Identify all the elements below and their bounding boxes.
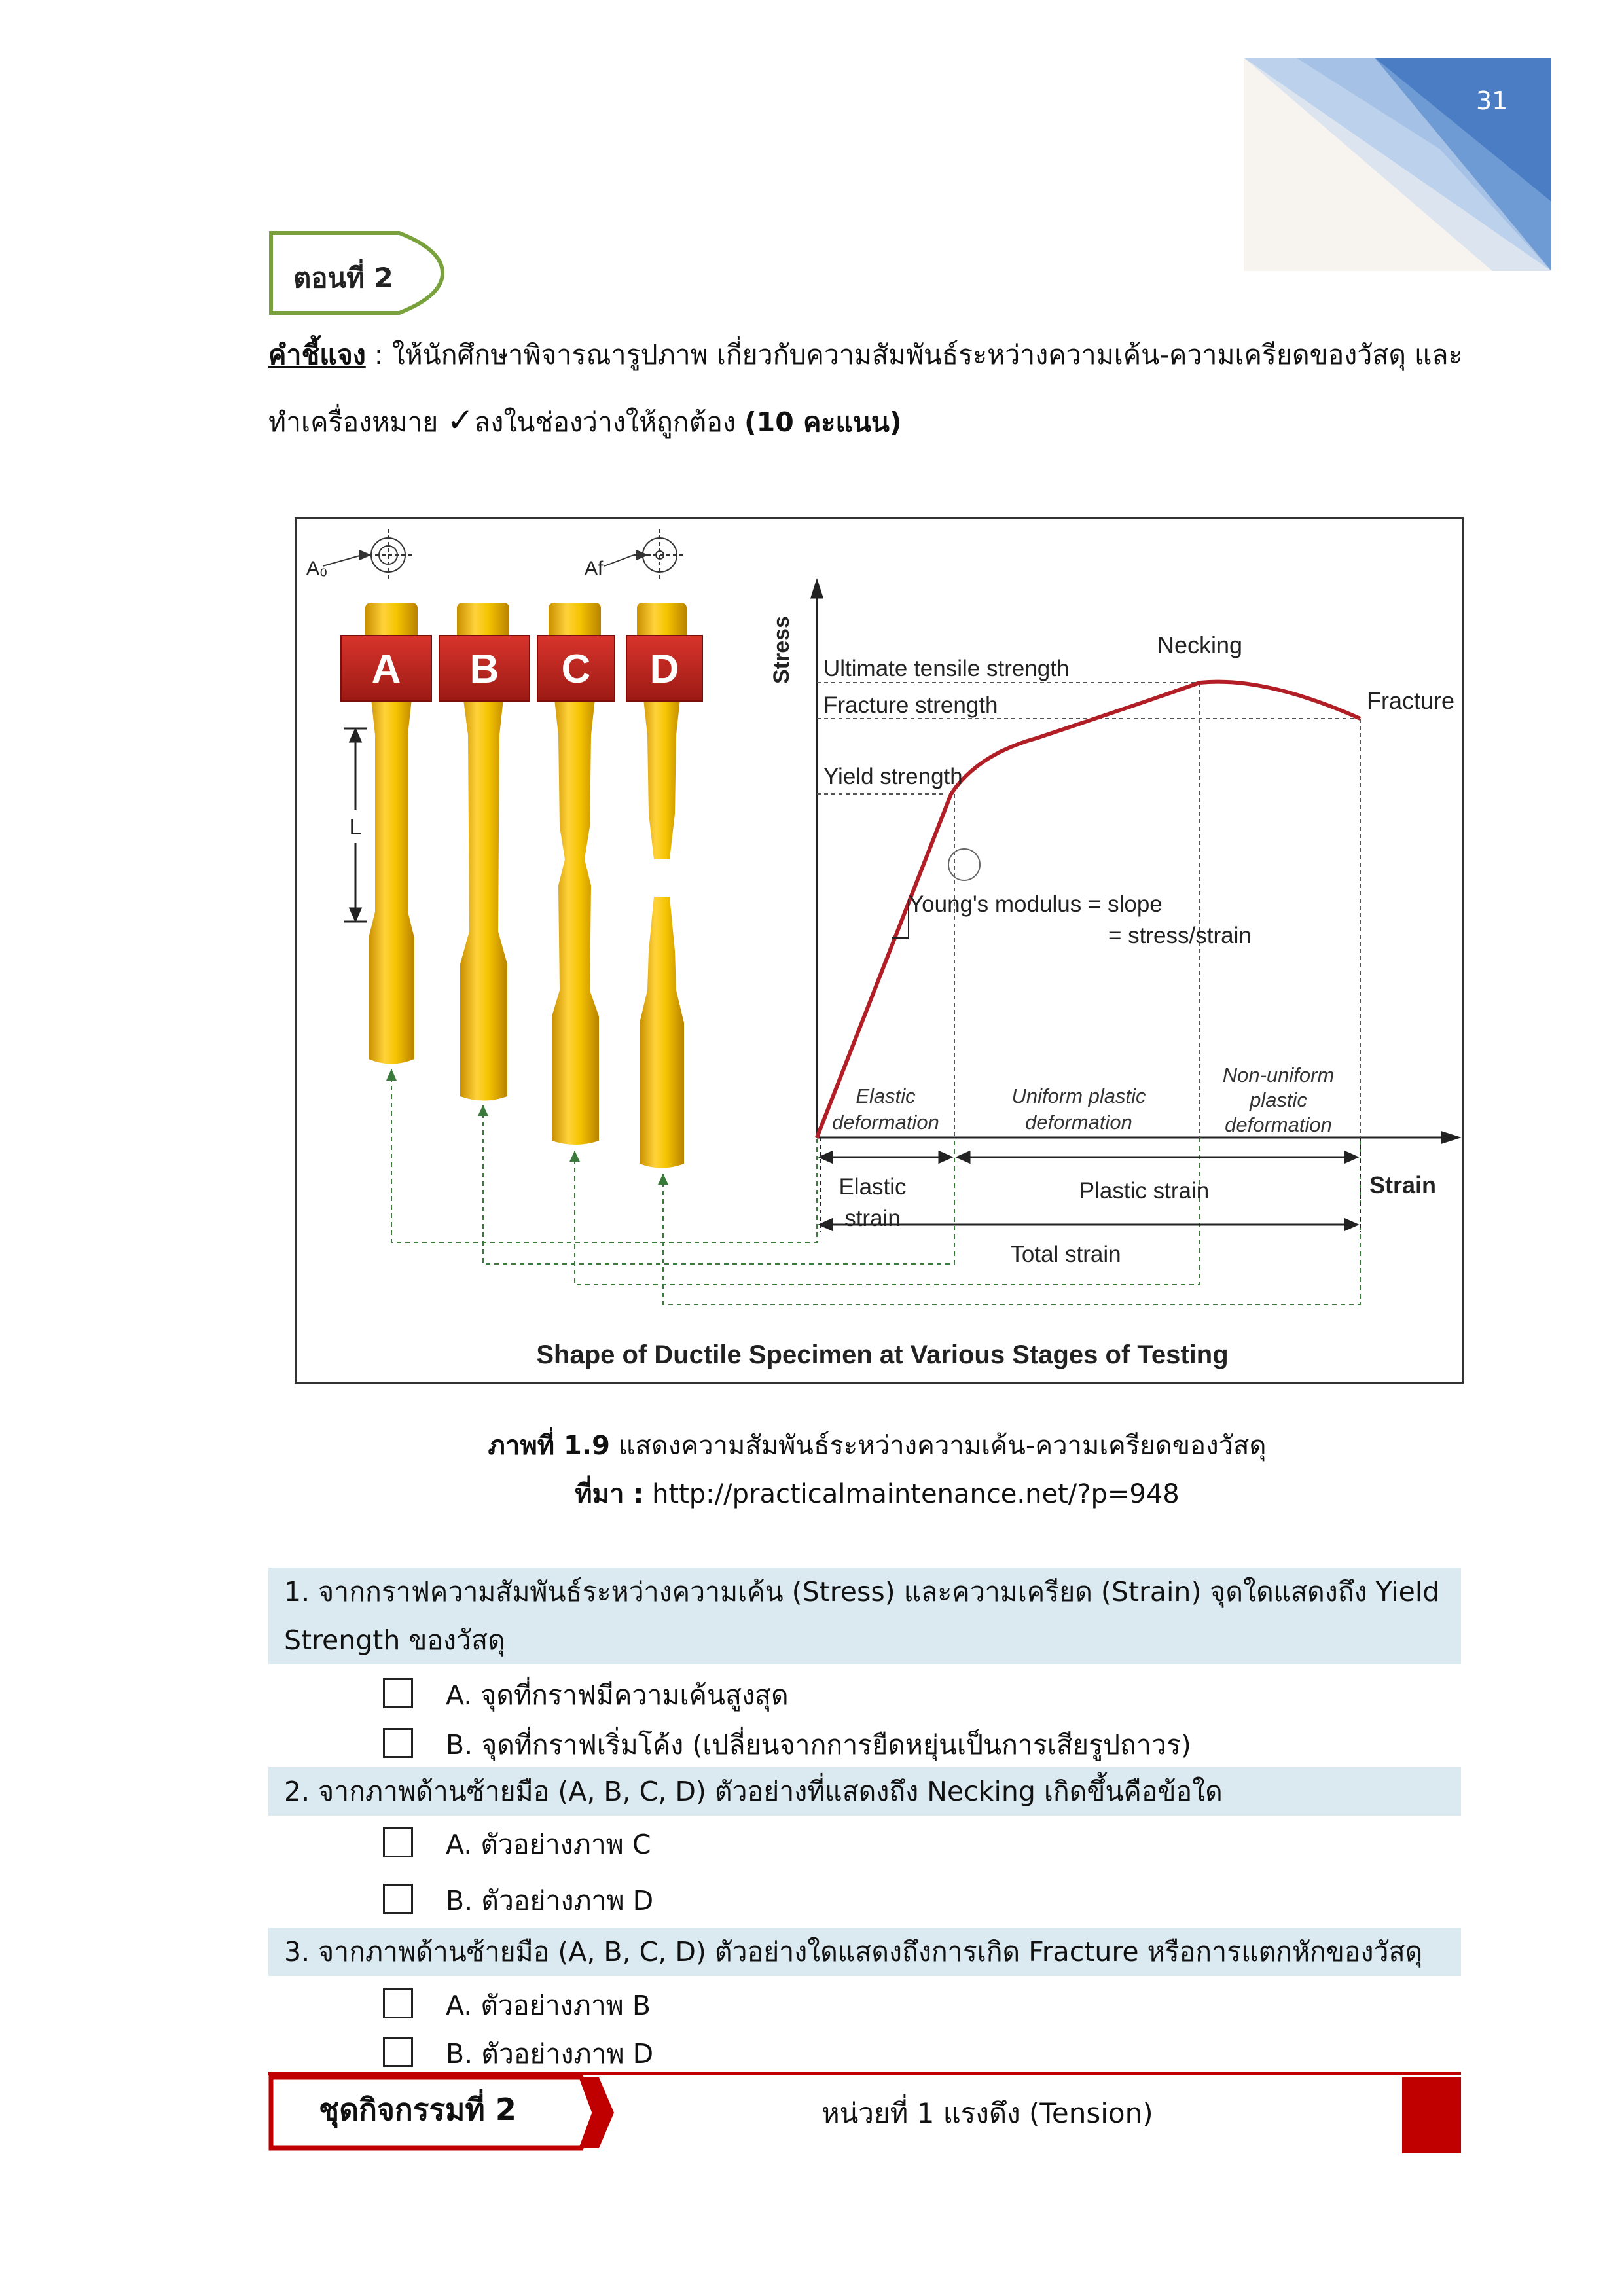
- specimen-label-c: [537, 636, 615, 701]
- instruction-line-1: [268, 335, 1499, 374]
- question-3: [268, 1928, 1461, 1976]
- region-nonuniform-2: plastic: [1250, 1088, 1307, 1111]
- fracture-label: Fracture: [1367, 687, 1455, 714]
- option-text: B. จุดที่กราฟเริ่มโค้ง (เปลี่ยนจากการยืดหยุ่นเป็นการเสียรูปถาวร): [446, 1729, 1191, 1761]
- youngs-modulus-label-1: Young's modulus = slope: [909, 891, 1163, 917]
- option-text: B. ตัวอย่างภาพ D: [446, 2038, 654, 2070]
- checkbox[interactable]: [383, 2037, 413, 2067]
- area-final-label: Af: [585, 558, 604, 579]
- question-1-line-2: Strength ของวัสดุ: [284, 1624, 505, 1656]
- x-axis-label: Strain: [1369, 1172, 1437, 1198]
- check-mark-icon: ✓: [446, 401, 475, 439]
- option-text: B. ตัวอย่างภาพ D: [446, 1885, 654, 1916]
- unit-label: หน่วยที่ 1 แรงดึง (Tension): [821, 2097, 1153, 2129]
- cursor-circle: [948, 849, 980, 880]
- gauge-length-label: L: [349, 815, 362, 840]
- region-nonuniform-3: deformation: [1225, 1113, 1332, 1136]
- figure-svg: [297, 519, 1462, 1382]
- area-initial-label: A₀: [306, 558, 328, 579]
- question-1: [268, 1568, 1461, 1664]
- elastic-strain-label-1: Elastic: [839, 1174, 907, 1200]
- source-url[interactable]: http://practicalmaintenance.net/?p=948: [643, 1479, 1180, 1509]
- svg-text:D: D: [649, 647, 679, 692]
- option-text: A. ตัวอย่างภาพ B: [446, 1990, 651, 2021]
- activity-label: ชุดกิจกรรมที่ 2: [319, 2092, 516, 2127]
- figure-description: แสดงความสัมพันธ์ระหว่างความเค้น-ความเครียดของวัสดุ: [609, 1431, 1267, 1461]
- figure-number: ภาพที่ 1.9: [488, 1431, 610, 1461]
- yield-strength-label: Yield strength: [823, 764, 963, 789]
- checkbox[interactable]: [383, 1678, 413, 1708]
- specimen-label-a: [341, 636, 431, 701]
- option-text: A. ตัวอย่างภาพ C: [446, 1829, 651, 1860]
- region-uniform-2: deformation: [1025, 1111, 1132, 1134]
- region-elastic-2: deformation: [832, 1111, 939, 1134]
- source-label: ที่มา :: [575, 1479, 644, 1509]
- stress-strain-figure: [295, 517, 1464, 1384]
- cross-section-final-icon: [634, 529, 686, 581]
- instruction-text-2b: ลงในช่องว่างให้ถูกต้อง: [474, 406, 744, 438]
- figure-caption: [295, 1424, 1460, 1466]
- specimen-label-d: [626, 636, 702, 701]
- fracture-strength-label: Fracture strength: [823, 692, 998, 718]
- checkbox[interactable]: [383, 1988, 413, 2018]
- instruction-line-2: [268, 401, 1499, 442]
- page-number: 31: [1476, 86, 1508, 115]
- instruction-text-2a: ทำเครื่องหมาย: [268, 406, 447, 438]
- question-1-line-1: 1. จากกราฟความสัมพันธ์ระหว่างความเค้น (Stress) และความเครียด (Strain) จุดใดแสดงถึง Yield: [284, 1576, 1440, 1607]
- total-strain-label: Total strain: [1010, 1242, 1121, 1267]
- checkbox[interactable]: [383, 1827, 413, 1857]
- youngs-modulus-label-2: = stress/strain: [1108, 923, 1252, 948]
- region-nonuniform-1: Non-uniform: [1222, 1064, 1335, 1086]
- necking-label: Necking: [1157, 632, 1243, 658]
- y-axis-label: Stress: [769, 616, 794, 684]
- elastic-strain-label-2: strain: [844, 1206, 901, 1231]
- checkbox[interactable]: [383, 1728, 413, 1758]
- question-2-line-1: 2. จากภาพด้านซ้ายมือ (A, B, C, D) ตัวอย่างที่แสดงถึง Necking เกิดขึ้นคือข้อใด: [284, 1776, 1223, 1807]
- ultimate-strength-label: Ultimate tensile strength: [823, 656, 1070, 681]
- instruction-heading: คำชี้แจง: [268, 339, 366, 370]
- instruction-score: (10 คะแนน): [744, 406, 902, 438]
- part-label: ตอนที่ 2: [293, 262, 393, 294]
- question-3-line-1: 3. จากภาพด้านซ้ายมือ (A, B, C, D) ตัวอย่างใดแสดงถึงการเกิด Fracture หรือการแตกหักของวัสดุ: [284, 1936, 1423, 1967]
- checkbox[interactable]: [383, 1884, 413, 1914]
- cross-section-initial-icon: [359, 529, 414, 581]
- svg-text:C: C: [561, 647, 591, 692]
- svg-text:A: A: [371, 647, 401, 692]
- instruction-text-1: : ให้นักศึกษาพิจารณารูปภาพ เกี่ยวกับความสัมพันธ์ระหว่างความเค้น-ความเครียดของวัสดุ และ: [365, 339, 1463, 370]
- option-text: A. จุดที่กราฟมีความเค้นสูงสุด: [446, 1679, 789, 1711]
- figure-source: [295, 1473, 1460, 1515]
- svg-text:B: B: [469, 647, 499, 692]
- region-elastic-1: Elastic: [856, 1085, 916, 1107]
- region-uniform-1: Uniform plastic: [1011, 1085, 1146, 1107]
- plastic-strain-label: Plastic strain: [1079, 1178, 1210, 1204]
- specimen-label-b: [439, 636, 530, 701]
- figure-title: Shape of Ductile Specimen at Various Stages of Testing: [536, 1340, 1229, 1369]
- question-2: [268, 1767, 1461, 1816]
